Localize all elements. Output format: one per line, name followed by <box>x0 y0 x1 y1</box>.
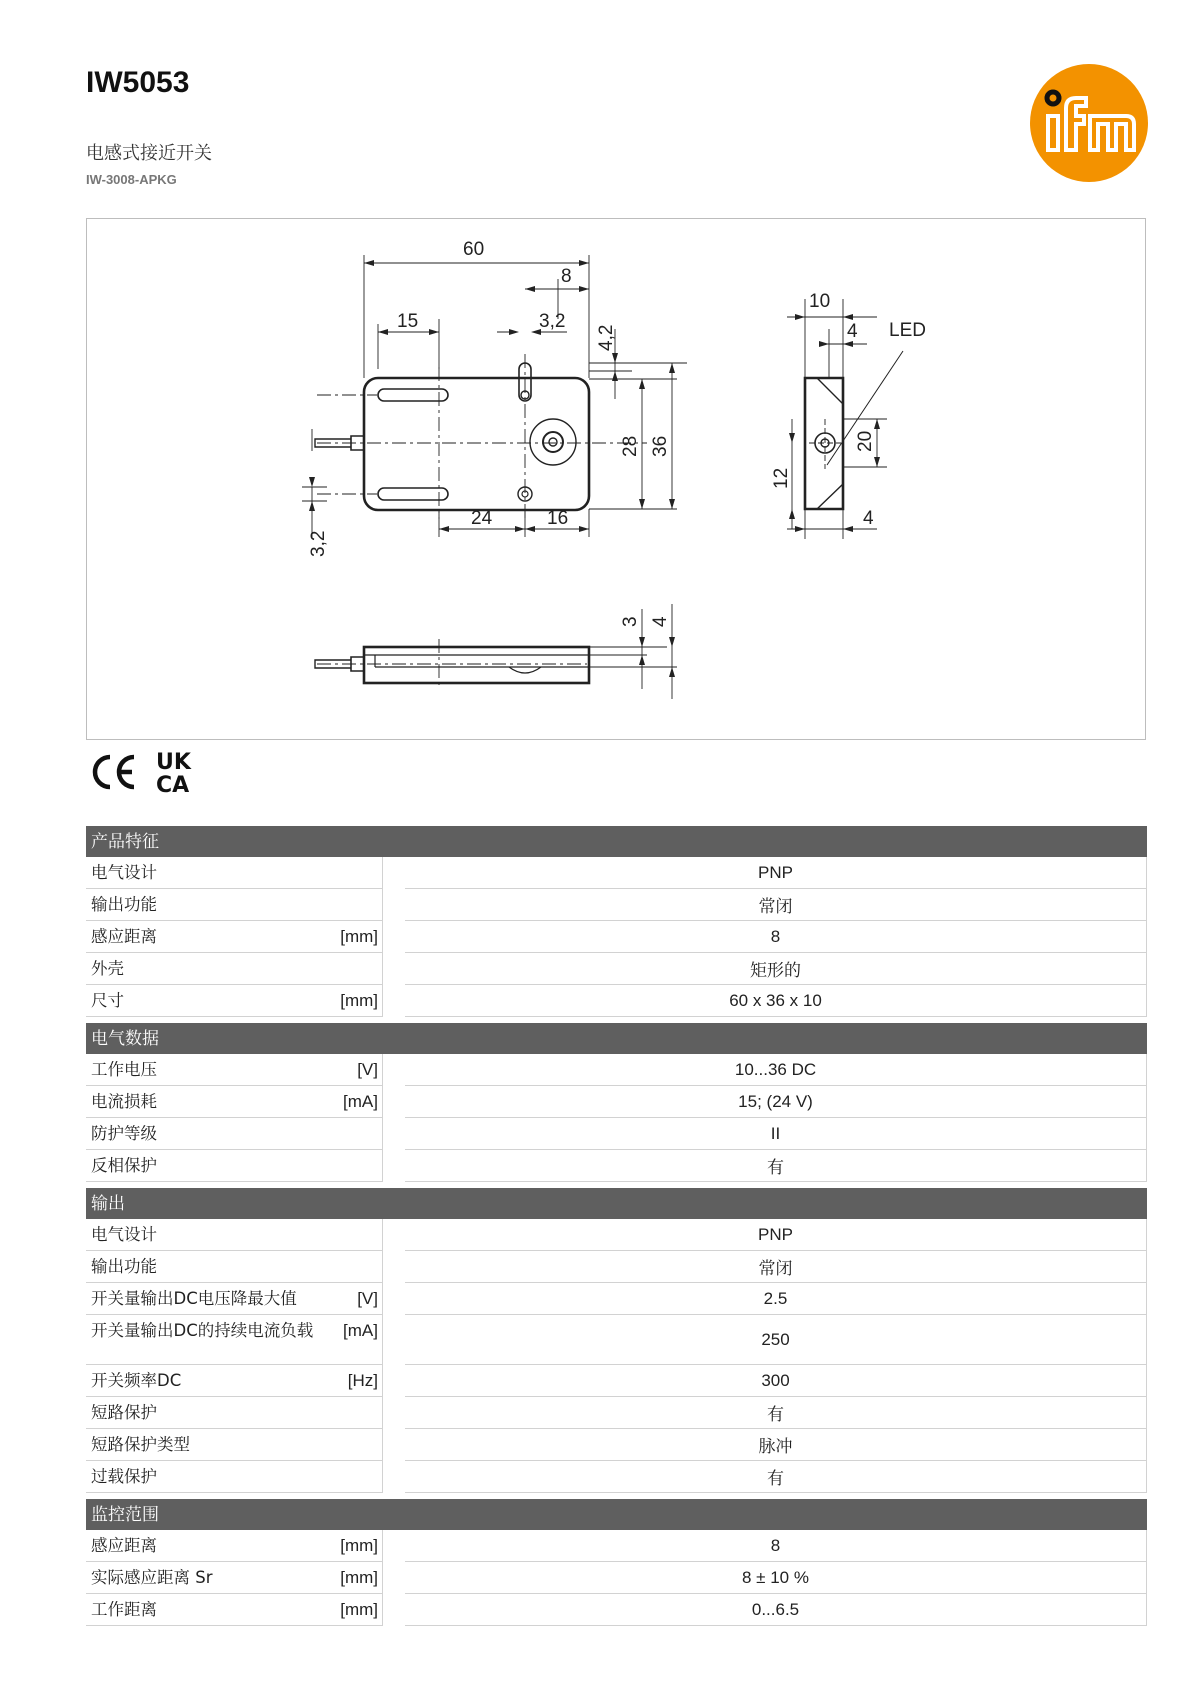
spec-label-cell <box>86 889 383 921</box>
spec-row <box>86 1086 1147 1118</box>
spec-value: 10...36 DC <box>405 1054 1147 1086</box>
spec-value: 60 x 36 x 10 <box>405 985 1147 1017</box>
spec-row <box>86 953 1147 985</box>
spec-label-cell <box>86 1315 383 1365</box>
spec-row <box>86 1251 1147 1283</box>
spec-label: 电气设计 <box>91 1225 157 1244</box>
spec-label-cell <box>86 1365 383 1397</box>
section-header: 输出 <box>86 1188 1147 1219</box>
specification-table <box>86 826 1147 1626</box>
spec-row <box>86 1118 1147 1150</box>
section-header: 产品特征 <box>86 826 1147 857</box>
spec-row <box>86 1594 1147 1626</box>
spec-row <box>86 1219 1147 1251</box>
spec-label: 短路保护类型 <box>91 1435 190 1454</box>
spec-unit: [mm] <box>340 1600 378 1619</box>
spec-label-cell <box>86 1530 383 1562</box>
spec-label-cell <box>86 985 383 1017</box>
spec-label-cell <box>86 857 383 889</box>
spec-label-cell <box>86 1397 383 1429</box>
spec-value: 300 <box>405 1365 1147 1397</box>
spec-label-cell <box>86 921 383 953</box>
spec-value: 有 <box>405 1150 1147 1182</box>
spec-value: 250 <box>405 1315 1147 1365</box>
spec-unit: [V] <box>357 1289 378 1308</box>
spec-value: 脉冲 <box>405 1429 1147 1461</box>
spec-label: 工作距离 <box>91 1600 157 1619</box>
spec-unit: [mA] <box>343 1092 378 1111</box>
spec-value: 常闭 <box>405 889 1147 921</box>
spec-label: 输出功能 <box>91 1257 157 1276</box>
spec-row <box>86 1365 1147 1397</box>
certification-marks <box>92 748 202 796</box>
spec-row <box>86 1429 1147 1461</box>
spec-value: 8 ± 10 % <box>405 1562 1147 1594</box>
spec-label: 过载保护 <box>91 1467 157 1486</box>
spec-value: PNP <box>405 857 1147 889</box>
spec-label-cell <box>86 1054 383 1086</box>
spec-row <box>86 1315 1147 1365</box>
spec-label-cell <box>86 1219 383 1251</box>
spec-label: 感应距离 <box>91 1536 157 1555</box>
spec-row <box>86 1150 1147 1182</box>
sensor-bottom-view <box>315 604 677 699</box>
spec-label: 工作电压 <box>91 1060 157 1079</box>
spec-label-cell <box>86 1429 383 1461</box>
spec-row <box>86 1397 1147 1429</box>
spec-label-cell <box>86 1086 383 1118</box>
spec-value: 15; (24 V) <box>405 1086 1147 1118</box>
spec-label: 反相保护 <box>91 1156 157 1175</box>
spec-unit: [V] <box>357 1060 378 1079</box>
spec-value: 矩形的 <box>405 953 1147 985</box>
spec-unit: [Hz] <box>347 1371 378 1390</box>
spec-value: 8 <box>405 921 1147 953</box>
spec-label-cell <box>86 1150 383 1182</box>
product-subtitle: 电感式接近开关 <box>86 143 212 164</box>
dim-24: 24 <box>471 508 493 529</box>
dim-60: 60 <box>463 239 485 260</box>
spec-value: 0...6.5 <box>405 1594 1147 1626</box>
spec-label: 输出功能 <box>91 895 157 914</box>
dim-20: 20 <box>855 430 876 452</box>
spec-label-cell <box>86 953 383 985</box>
spec-label: 外壳 <box>91 959 124 978</box>
section-header: 电气数据 <box>86 1023 1147 1054</box>
spec-value: 常闭 <box>405 1251 1147 1283</box>
dim-4-side: 4 <box>650 616 671 627</box>
ukca-mark-bottom: CA <box>156 773 190 796</box>
spec-row <box>86 1461 1147 1493</box>
spec-row <box>86 1530 1147 1562</box>
spec-label: 电流损耗 <box>91 1092 157 1111</box>
section-header: 监控范围 <box>86 1499 1147 1530</box>
spec-label: 短路保护 <box>91 1403 157 1422</box>
spec-unit: [mm] <box>340 1536 378 1555</box>
spec-row <box>86 921 1147 953</box>
spec-label-cell <box>86 1283 383 1315</box>
dim-4-top: 4 <box>847 321 858 342</box>
dim-3: 3 <box>620 616 641 627</box>
sensor-front-body <box>364 378 589 510</box>
led-label: LED <box>889 320 926 341</box>
spec-value: 有 <box>405 1397 1147 1429</box>
spec-label-cell <box>86 1118 383 1150</box>
spec-unit: [mm] <box>340 991 378 1010</box>
spec-row <box>86 985 1147 1017</box>
dim-36: 36 <box>650 435 671 457</box>
dim-3-2-left: 3,2 <box>308 530 329 557</box>
dim-16: 16 <box>547 508 569 529</box>
ukca-mark-top: UK <box>156 750 191 775</box>
spec-label: 实际感应距离 Sr <box>91 1568 213 1587</box>
dimension-drawing <box>86 218 1146 740</box>
dim-12: 12 <box>771 467 792 489</box>
spec-row <box>86 857 1147 889</box>
spec-unit: [mm] <box>340 927 378 946</box>
spec-value: PNP <box>405 1219 1147 1251</box>
dim-10: 10 <box>809 291 831 312</box>
dim-3-2-top: 3,2 <box>539 311 566 332</box>
dim-8: 8 <box>561 266 572 287</box>
spec-row <box>86 1054 1147 1086</box>
spec-row <box>86 1562 1147 1594</box>
product-title: IW5053 <box>86 66 190 99</box>
spec-value: 8 <box>405 1530 1147 1562</box>
spec-value: 2.5 <box>405 1283 1147 1315</box>
spec-label: 电气设计 <box>91 863 157 882</box>
spec-label-cell <box>86 1461 383 1493</box>
spec-label-cell <box>86 1562 383 1594</box>
spec-label: 开关量输出DC电压降最大值 <box>91 1289 297 1308</box>
spec-label: 开关量输出DC的持续电流负载 <box>91 1321 314 1340</box>
spec-label-cell <box>86 1594 383 1626</box>
spec-value: II <box>405 1118 1147 1150</box>
spec-label: 开关频率DC <box>91 1371 182 1390</box>
spec-value: 有 <box>405 1461 1147 1493</box>
dim-15: 15 <box>397 311 419 332</box>
dim-4-2: 4,2 <box>596 324 617 351</box>
spec-label: 感应距离 <box>91 927 157 946</box>
product-code: IW-3008-APKG <box>86 172 177 187</box>
spec-label-cell <box>86 1251 383 1283</box>
spec-label: 尺寸 <box>91 991 124 1010</box>
spec-unit: [mA] <box>343 1321 378 1340</box>
spec-row <box>86 889 1147 921</box>
ifm-logo <box>1030 64 1148 182</box>
dim-28: 28 <box>620 435 641 457</box>
spec-row <box>86 1283 1147 1315</box>
spec-unit: [mm] <box>340 1568 378 1587</box>
sensor-side-view <box>771 291 926 539</box>
dim-4-bottom: 4 <box>863 508 874 529</box>
spec-label: 防护等级 <box>91 1124 157 1143</box>
